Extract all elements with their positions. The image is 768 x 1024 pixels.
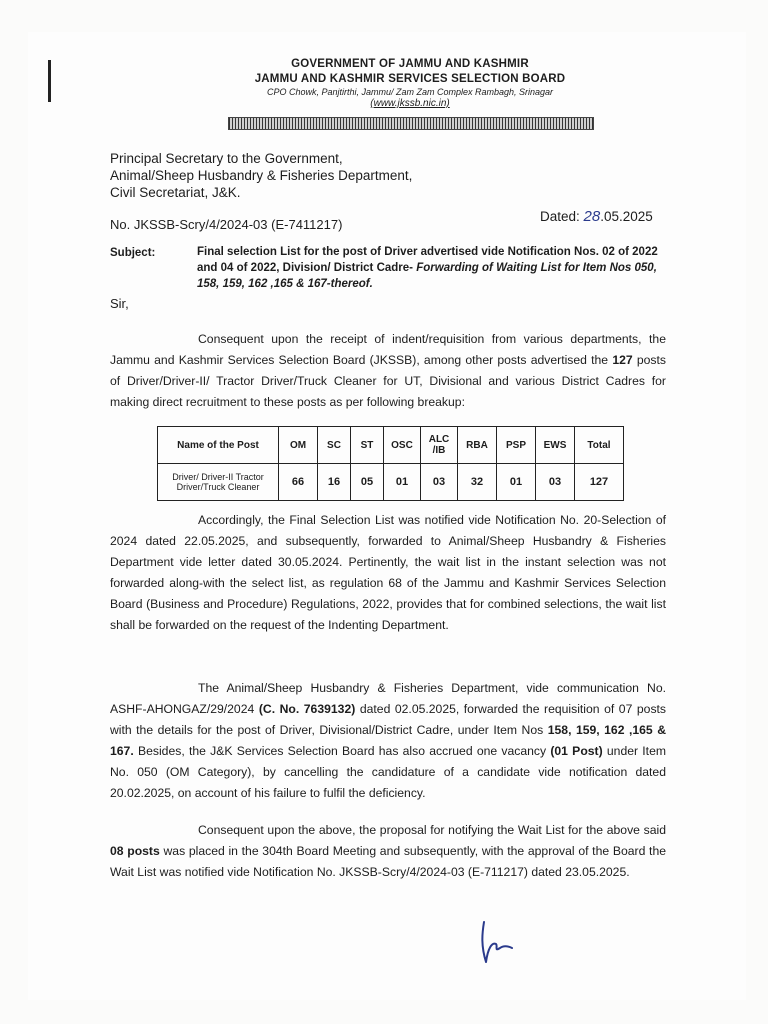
addressee-line: Civil Secretariat, J&K. — [110, 185, 241, 200]
salutation: Sir, — [110, 296, 129, 311]
paragraph-2 — [110, 510, 666, 636]
table-header: ST — [351, 427, 384, 464]
table-header: ALC /IB — [421, 427, 458, 464]
table-cell: 05 — [351, 464, 384, 501]
addressee-line: Principal Secretary to the Government, — [110, 151, 343, 166]
p4-text-a: Consequent upon the above, the proposal for notifying the Wait List for the above said — [198, 823, 666, 837]
p1-text-a: Consequent upon the receipt of indent/requisition from various departments, the Jammu and Kashmir Services Selection Board (JKSSB), among other posts advertised the — [110, 332, 666, 367]
header-divider — [228, 117, 594, 130]
table-header-row — [158, 427, 624, 464]
p1-text-b: posts of Driver/Driver-II/ Tractor Driver/Truck Cleaner for UT, Divisional and various District Cadres for making direct recruitment to these posts as per following breakup: — [110, 353, 667, 409]
letterhead — [200, 56, 620, 109]
p3-text-g: under Item No. 050 (OM Category), by cancelling the candidature of a candidate vide notification dated 20.02.2025, on account of his failure to fulfil the deficiency. — [110, 744, 666, 800]
p3-bold-post: (01 Post) — [550, 744, 603, 758]
addressee-block — [110, 150, 412, 201]
addressee-line: Animal/Sheep Husbandry & Fisheries Department, — [110, 168, 413, 183]
p1-bold: 127 — [612, 353, 633, 367]
subject-emphasis: Forwarding of Waiting List for Item Nos 050, 158, 159, 162 ,165 & 167-thereof. — [197, 262, 657, 290]
p3-text-a: The Animal/Sheep Husbandry & Fisheries Department, vide communication No. ASHF-AHONGAZ/29/2024 — [110, 681, 666, 716]
table-cell: 03 — [421, 464, 458, 501]
table-header: PSP — [497, 427, 536, 464]
p4-text-c: was placed in the 304th Board Meeting and subsequently, with the approval of the Board the Wait List was notified vide Notification No. JKSSB-Scry/4/2024-03 (E-711217) dated 23.05.2025. — [110, 844, 666, 879]
table-cell: 03 — [536, 464, 575, 501]
table-cell: 127 — [575, 464, 624, 501]
table-cell-post: Driver/ Driver-II Tractor Driver/Truck Cleaner — [158, 464, 279, 501]
date-line — [540, 208, 653, 225]
table-cell: 66 — [279, 464, 318, 501]
table-cell: 01 — [384, 464, 421, 501]
table-cell: 32 — [458, 464, 497, 501]
table-header: RBA — [458, 427, 497, 464]
p4-bold: 08 posts — [110, 844, 160, 858]
dated-month-year: .05.2025 — [600, 209, 653, 224]
board-address: CPO Chowk, Panjtirthi, Jammu/ Zam Zam Complex Rambagh, Srinagar — [266, 87, 554, 97]
government-title: GOVERNMENT OF JAMMU AND KASHMIR — [291, 58, 529, 70]
p3-text-e: Besides, the J&K Services Selection Board has also accrued one vacancy — [137, 744, 547, 758]
table-row — [158, 464, 624, 501]
table-header: Name of the Post — [158, 427, 279, 464]
dated-label: Dated: — [540, 209, 580, 224]
paragraph-3 — [110, 678, 666, 804]
table-header: OM — [279, 427, 318, 464]
margin-mark — [48, 60, 51, 102]
table-cell: 16 — [318, 464, 351, 501]
p3-bold-items: 158, 159, 162 ,165 & 167. — [110, 723, 666, 758]
subject-label: Subject: — [110, 247, 156, 259]
signature-mark — [478, 918, 518, 968]
table-header: OSC — [384, 427, 421, 464]
p2-text: Accordingly, the Final Selection List was notified vide Notification No. 20-Selection of 2024 dated 22.05.2025, and subsequently, forwarded to Animal/Sheep Husbandry & Fisheries Department vide letter dated 30.05.2024. Pertinently, the wait list in the instant selection was not forwarded along-with the select list, as regulation 68 of the Jammu and Kashmir Services Selection Board (Business and Procedure) Regulations, 2022, provides that for combined selections, the wait list shall be forwarded on the request of the Indenting Department. — [110, 513, 666, 632]
p3-bold-cno: (C. No. 7639132) — [258, 702, 356, 716]
dated-day-handwritten: 28 — [583, 208, 601, 225]
table-cell: 01 — [497, 464, 536, 501]
reference-number: No. JKSSB-Scry/4/2024-03 (E-7411217) — [110, 217, 343, 232]
paragraph-1 — [110, 329, 666, 413]
board-website: (www.jkssb.nic.in) — [370, 98, 450, 109]
table-header: SC — [318, 427, 351, 464]
p3-text-c: dated 02.05.2025, forwarded the requisition of 07 posts with the details for the post of Driver, Divisional/District Cadre, under Item Nos — [110, 702, 667, 737]
paragraph-4 — [110, 820, 666, 883]
board-title: JAMMU AND KASHMIR SERVICES SELECTION BOARD — [254, 73, 566, 85]
subject-text — [197, 244, 669, 292]
table-header: EWS — [536, 427, 575, 464]
breakup-table — [157, 426, 624, 501]
table-header: Total — [575, 427, 624, 464]
subject-main: Final selection List for the post of Driver advertised vide Notification Nos. 02 of 2022 and 04 of 2022, Division/ District Cadre- — [197, 246, 658, 274]
